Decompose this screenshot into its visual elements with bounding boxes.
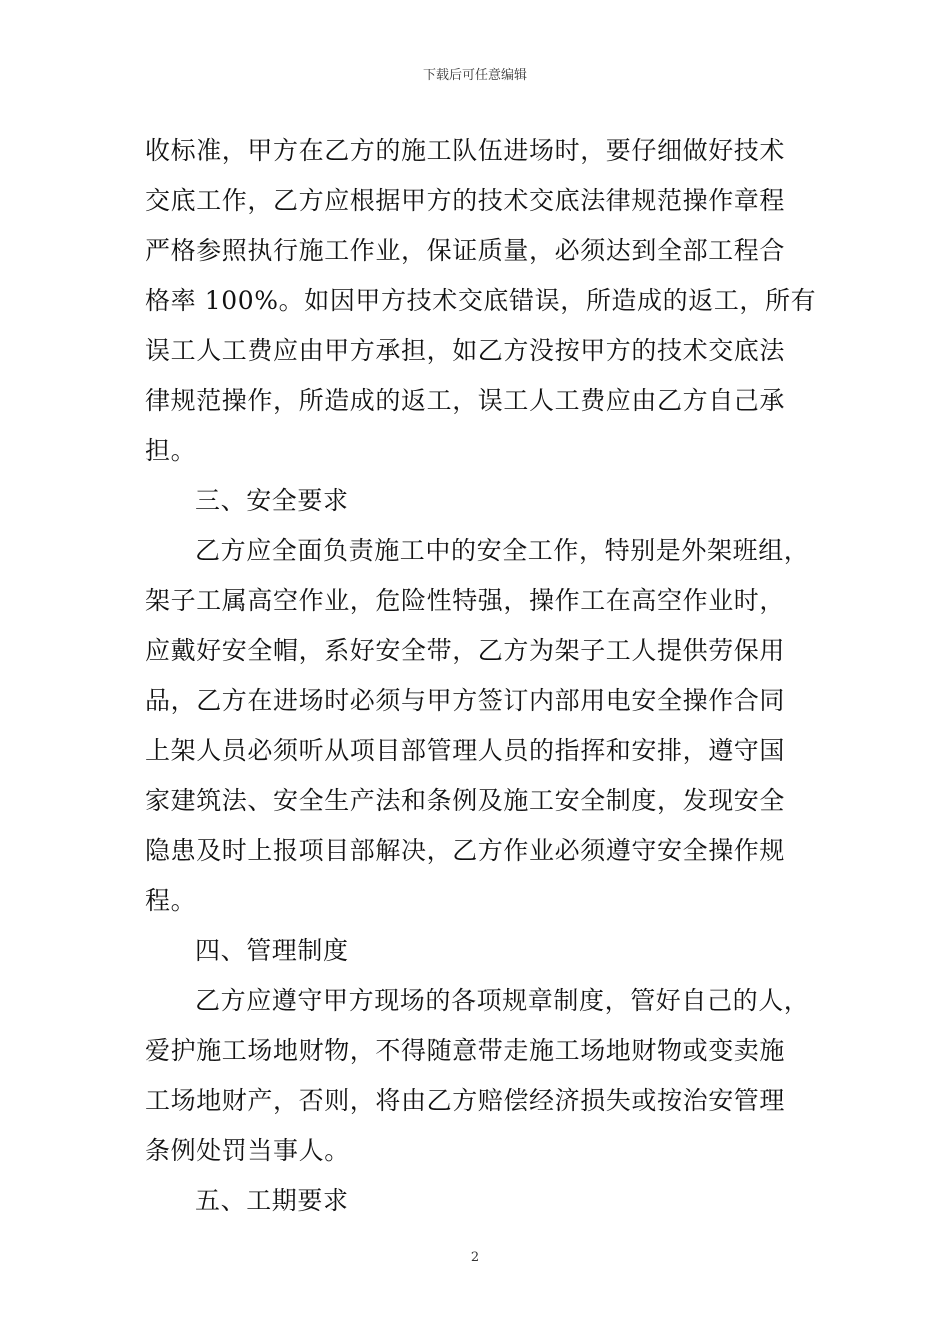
page-header: 下载后可任意编辑 bbox=[422, 68, 527, 83]
body-line: 交底工作，乙方应根据甲方的技术交底法律规范操作章程 bbox=[145, 186, 786, 215]
body-line: 担。 bbox=[145, 436, 197, 465]
body-line: 律规范操作，所造成的返工，误工人工费应由乙方自己承 bbox=[145, 386, 786, 415]
body-line: 品，乙方在进场时必须与甲方签订内部用电安全操作合同 bbox=[145, 686, 786, 715]
body-line: 格率 100%。如因甲方技术交底错误，所造成的返工，所有 bbox=[145, 286, 817, 315]
body-line: 工场地财产，否则，将由乙方赔偿经济损失或按治安管理 bbox=[145, 1086, 786, 1115]
body-line: 程。 bbox=[145, 886, 197, 915]
section-heading-schedule: 五、工期要求 bbox=[195, 1186, 349, 1215]
body-line: 条例处罚当事人。 bbox=[145, 1136, 350, 1165]
body-line: 乙方应遵守甲方现场的各项规章制度，管好自己的人， bbox=[195, 986, 810, 1015]
body-line: 上架人员必须听从项目部管理人员的指挥和安排，遵守国 bbox=[145, 736, 786, 765]
body-line: 收标准，甲方在乙方的施工队伍进场时，要仔细做好技术 bbox=[145, 136, 786, 165]
body-line: 架子工属高空作业，危险性特强，操作工在高空作业时， bbox=[145, 586, 786, 615]
page-number: 2 bbox=[470, 1250, 480, 1265]
section-heading-safety: 三、安全要求 bbox=[195, 486, 349, 515]
section-heading-management: 四、管理制度 bbox=[195, 936, 349, 965]
body-line: 误工人工费应由甲方承担，如乙方没按甲方的技术交底法 bbox=[145, 336, 786, 365]
body-line: 家建筑法、安全生产法和条例及施工安全制度，发现安全 bbox=[145, 786, 786, 815]
body-line: 乙方应全面负责施工中的安全工作，特别是外架班组， bbox=[195, 536, 810, 565]
body-line: 严格参照执行施工作业，保证质量，必须达到全部工程合 bbox=[145, 236, 786, 265]
body-line: 爱护施工场地财物，不得随意带走施工场地财物或变卖施 bbox=[145, 1036, 786, 1065]
body-line: 隐患及时上报项目部解决，乙方作业必须遵守安全操作规 bbox=[145, 836, 786, 865]
body-line: 应戴好安全帽，系好安全带，乙方为架子工人提供劳保用 bbox=[145, 636, 786, 665]
document-body bbox=[145, 126, 835, 1226]
